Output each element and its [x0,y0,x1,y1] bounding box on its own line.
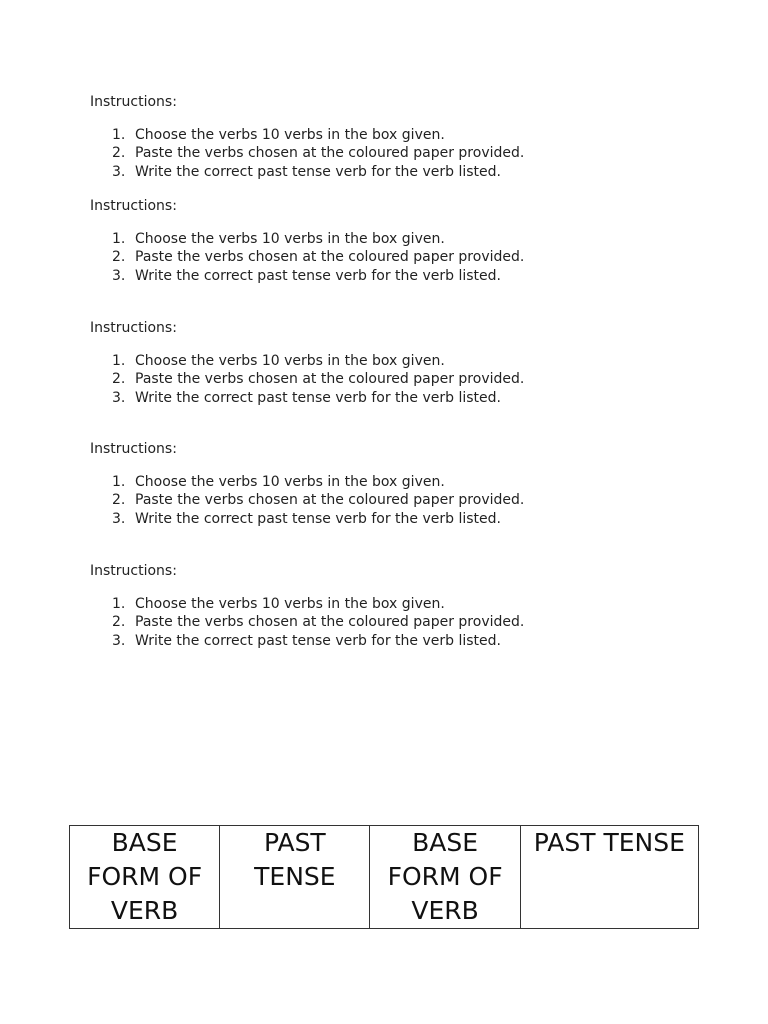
table-header-row [70,826,699,929]
item-number: 1. [112,596,126,612]
instructions-heading: Instructions: [90,563,177,579]
instructions-heading: Instructions: [90,320,177,336]
item-number: 3. [112,267,126,284]
list-item [90,632,690,650]
item-text: Choose the verbs 10 verbs in the box given. [135,127,445,143]
item-number: 3. [112,632,126,649]
instructions-block [90,197,690,285]
item-number: 1. [112,474,126,490]
item-number: 2. [112,614,126,631]
list-item [90,230,690,248]
item-text: Choose the verbs 10 verbs in the box given. [135,353,445,369]
item-number: 3. [112,163,126,180]
item-number: 3. [112,389,126,406]
list-item [90,163,690,181]
instructions-block [90,440,690,528]
column-header-past-tense: PAST TENSE [220,826,370,929]
list-item [90,613,690,631]
item-text: Write the correct past tense verb for the verb listed. [135,163,501,180]
item-number: 1. [112,127,126,143]
list-item [90,473,690,491]
column-header-past-tense: PAST TENSE [520,826,698,929]
item-number: 1. [112,231,126,247]
item-number: 2. [112,145,126,162]
item-text: Paste the verbs chosen at the coloured paper provided. [135,614,525,631]
item-text: Paste the verbs chosen at the coloured paper provided. [135,145,525,162]
instructions-heading: Instructions: [90,198,177,214]
instructions-block [90,93,690,181]
item-text: Paste the verbs chosen at the coloured paper provided. [135,492,525,509]
item-text: Write the correct past tense verb for the verb listed. [135,267,501,284]
list-item [90,267,690,285]
instructions-heading: Instructions: [90,441,177,457]
item-text: Write the correct past tense verb for the verb listed. [135,389,501,406]
list-item [90,248,690,266]
item-text: Choose the verbs 10 verbs in the box given. [135,231,445,247]
item-text: Choose the verbs 10 verbs in the box given. [135,596,445,612]
instructions-heading: Instructions: [90,94,177,110]
instructions-list [90,352,690,407]
item-number: 2. [112,249,126,266]
item-number: 2. [112,371,126,388]
item-number: 1. [112,353,126,369]
item-number: 3. [112,510,126,527]
column-header-base-form: BASE FORM OF VERB [70,826,220,929]
instructions-block [90,562,690,650]
item-text: Write the correct past tense verb for the verb listed. [135,510,501,527]
list-item [90,510,690,528]
list-item [90,370,690,388]
list-item [90,389,690,407]
column-header-base-form: BASE FORM OF VERB [370,826,520,929]
list-item [90,144,690,162]
list-item [90,126,690,144]
list-item [90,595,690,613]
item-number: 2. [112,492,126,509]
verb-table [69,825,699,929]
instructions-list [90,595,690,650]
instructions-list [90,473,690,528]
list-item [90,491,690,509]
item-text: Write the correct past tense verb for the verb listed. [135,632,501,649]
instructions-list [90,126,690,181]
item-text: Paste the verbs chosen at the coloured paper provided. [135,371,525,388]
instructions-block [90,319,690,407]
item-text: Paste the verbs chosen at the coloured paper provided. [135,249,525,266]
list-item [90,352,690,370]
instructions-list [90,230,690,285]
item-text: Choose the verbs 10 verbs in the box given. [135,474,445,490]
